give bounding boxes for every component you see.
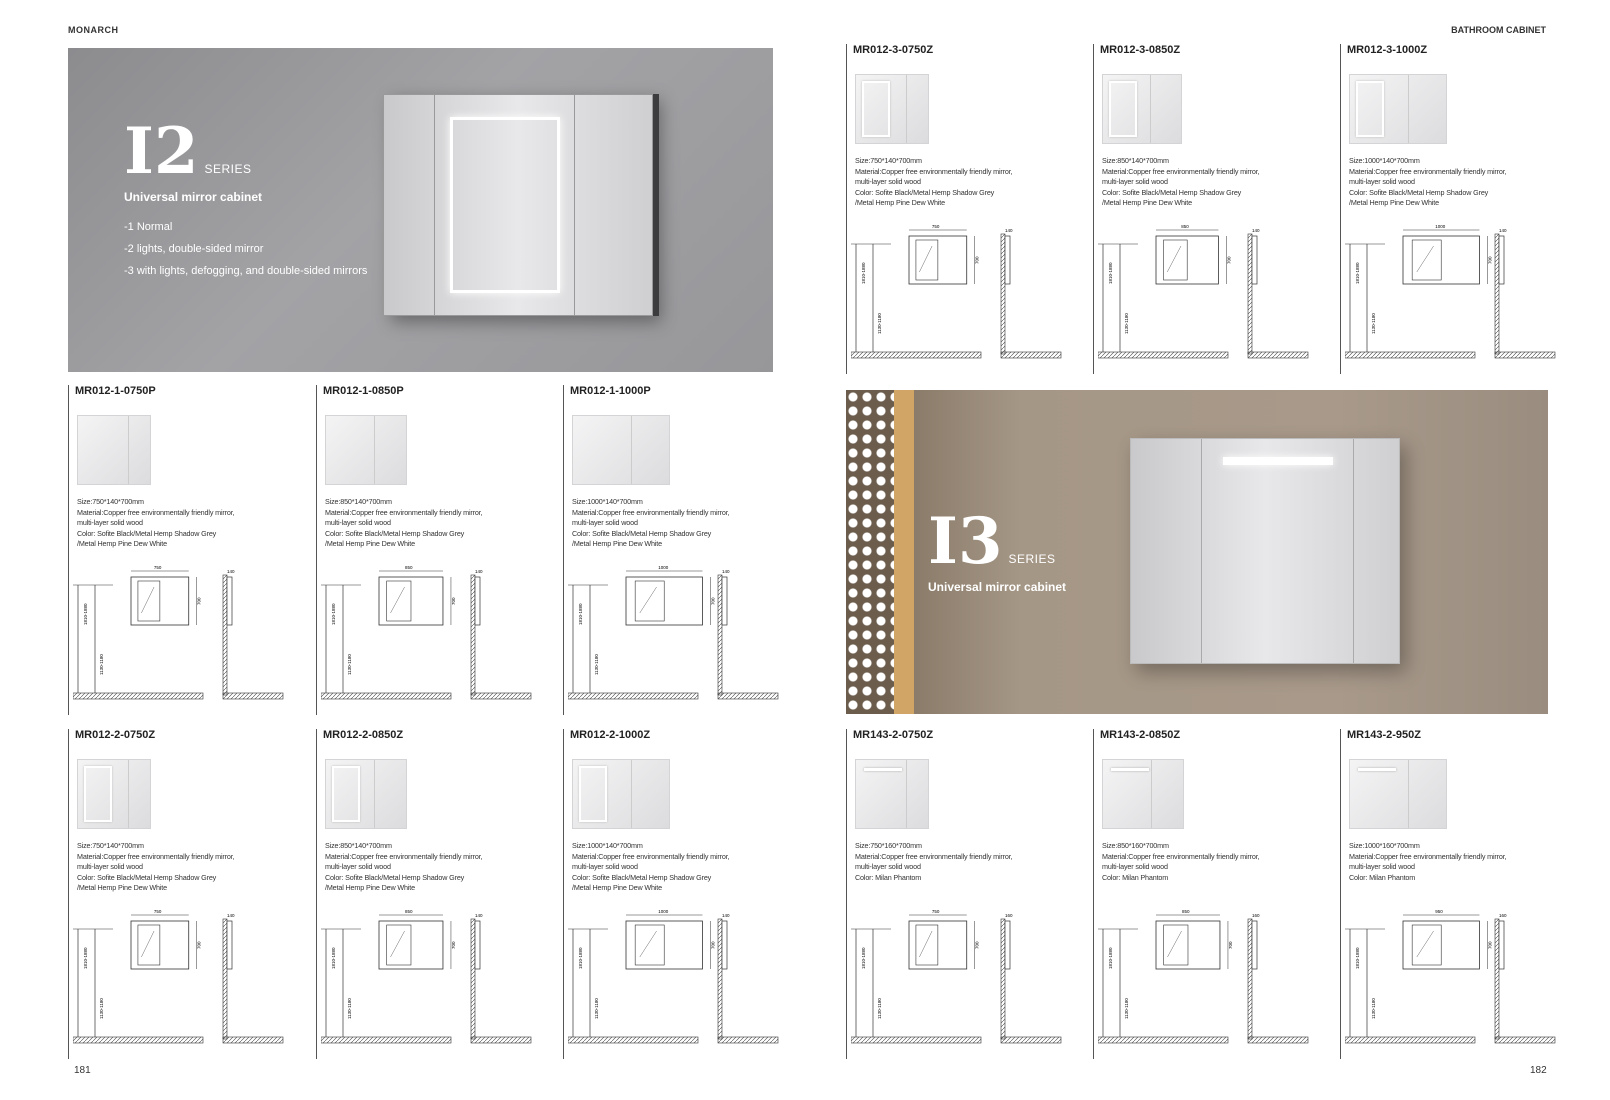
technical-drawing bbox=[851, 224, 1079, 374]
dimension-label: 850 bbox=[1181, 224, 1189, 229]
spec-line: multi-layer solid wood bbox=[325, 518, 391, 527]
spec-text bbox=[855, 156, 1085, 209]
dimension-label: 140 bbox=[227, 569, 235, 574]
dimension-label: 750 bbox=[931, 224, 940, 229]
product-card bbox=[1093, 44, 1331, 374]
spec-line: Material:Copper free environmentally friendly mirror, bbox=[855, 851, 1013, 861]
spec-text bbox=[1102, 841, 1332, 883]
spec-line: Material:Copper free environmentally friendly mirror, bbox=[1349, 166, 1507, 176]
cabinet-photo bbox=[1130, 438, 1400, 664]
dimension-label: 140 bbox=[227, 913, 235, 918]
dimension-label: 140 bbox=[722, 569, 730, 574]
hero-i2-banner bbox=[68, 48, 773, 372]
technical-drawing bbox=[568, 565, 796, 715]
product-card bbox=[1340, 44, 1578, 374]
product-thumbnail bbox=[1349, 74, 1447, 144]
spec-line: Color: Sofite Black/Metal Hemp Shadow Grey bbox=[855, 187, 995, 197]
feature-item: -3 with lights, defogging, and double-sided mirrors bbox=[124, 265, 368, 277]
dimension-label: 1810-1880 bbox=[1108, 947, 1113, 969]
dimension-label: 1810-1880 bbox=[1108, 262, 1113, 284]
spec-line: Color: Milan Phantom bbox=[1349, 872, 1416, 882]
spec-line: /Metal Hemp Pine Dew White bbox=[325, 539, 415, 548]
decorative-lights bbox=[846, 390, 894, 714]
spec-line: /Metal Hemp Pine Dew White bbox=[1102, 198, 1192, 207]
feature-item: -1 Normal bbox=[124, 221, 173, 233]
dimension-label: 1130-1180 bbox=[877, 998, 882, 1019]
dimension-label: 1130-1180 bbox=[347, 654, 352, 675]
product-card bbox=[563, 385, 801, 715]
product-thumbnail bbox=[325, 759, 407, 829]
dimension-label: 1810-1880 bbox=[578, 947, 583, 969]
dimension-label: 700 bbox=[710, 941, 716, 949]
dimension-label: 700 bbox=[710, 597, 716, 605]
dimension-label: 700 bbox=[450, 597, 456, 605]
spec-line: Color: Sofite Black/Metal Hemp Shadow Grey bbox=[325, 528, 465, 538]
hero-subtitle: Universal mirror cabinet bbox=[124, 190, 263, 204]
model-code: MR143-2-0750Z bbox=[853, 729, 934, 741]
dimension-label: 1130-1180 bbox=[347, 998, 352, 1019]
spec-text bbox=[855, 841, 1085, 883]
dimension-label: 750 bbox=[153, 565, 162, 570]
spec-line: Material:Copper free environmentally friendly mirror, bbox=[572, 507, 730, 517]
product-card bbox=[316, 385, 554, 715]
cabinet-photo bbox=[383, 94, 653, 316]
dimension-label: 1130-1180 bbox=[594, 998, 599, 1019]
spec-line: /Metal Hemp Pine Dew White bbox=[572, 539, 662, 548]
wall-section bbox=[1248, 234, 1252, 354]
spec-line: /Metal Hemp Pine Dew White bbox=[325, 883, 415, 892]
spec-line: multi-layer solid wood bbox=[855, 862, 921, 871]
spec-line: Color: Sofite Black/Metal Hemp Shadow Grey bbox=[572, 872, 712, 882]
dimension-label: 140 bbox=[1252, 228, 1260, 233]
dimension-label: 1130-1180 bbox=[1371, 998, 1376, 1019]
spec-line: /Metal Hemp Pine Dew White bbox=[572, 883, 662, 892]
model-code: MR012-1-0850P bbox=[323, 385, 404, 397]
product-thumbnail bbox=[1102, 74, 1182, 144]
technical-drawing bbox=[321, 909, 549, 1059]
technical-drawing bbox=[1345, 909, 1573, 1059]
spec-line: Size:750*140*700mm bbox=[77, 497, 144, 506]
spec-line: Color: Sofite Black/Metal Hemp Shadow Grey bbox=[77, 528, 217, 538]
technical-drawing bbox=[73, 909, 301, 1059]
dimension-label: 950 bbox=[1435, 909, 1443, 914]
dimension-label: 1000 bbox=[658, 565, 669, 570]
dimension-label: 1130-1180 bbox=[99, 998, 104, 1019]
wall-section bbox=[471, 919, 475, 1039]
dimension-label: 140 bbox=[1005, 228, 1013, 233]
product-card bbox=[68, 385, 306, 715]
spec-line: Color: Sofite Black/Metal Hemp Shadow Grey bbox=[77, 872, 217, 882]
dimension-label: 1810-1880 bbox=[861, 947, 866, 969]
dimension-label: 1810-1880 bbox=[1355, 947, 1360, 969]
spec-line: multi-layer solid wood bbox=[1349, 177, 1415, 186]
spec-line: Size:750*140*700mm bbox=[855, 156, 922, 165]
dimension-label: 1130-1180 bbox=[1124, 313, 1129, 334]
series-label: SERIES bbox=[204, 162, 252, 176]
spec-line: Color: Sofite Black/Metal Hemp Shadow Grey bbox=[572, 528, 712, 538]
spec-line: multi-layer solid wood bbox=[572, 518, 638, 527]
page-number-right: 182 bbox=[1530, 1065, 1547, 1076]
spec-line: Material:Copper free environmentally friendly mirror, bbox=[325, 507, 483, 517]
feature-list bbox=[124, 216, 367, 282]
spec-text bbox=[325, 841, 555, 894]
wall-section bbox=[1001, 234, 1005, 354]
model-code: MR143-2-950Z bbox=[1347, 729, 1421, 741]
dimension-label: 140 bbox=[475, 569, 483, 574]
series-number: I3 bbox=[928, 504, 1003, 579]
model-code: MR012-3-0850Z bbox=[1100, 44, 1181, 56]
product-thumbnail bbox=[1102, 759, 1184, 829]
spec-line: Size:1000*140*700mm bbox=[572, 497, 643, 506]
dimension-label: 700 bbox=[1487, 941, 1493, 949]
spec-line: multi-layer solid wood bbox=[1102, 177, 1168, 186]
dimension-label: 700 bbox=[450, 941, 456, 949]
wall-section bbox=[1495, 919, 1499, 1039]
spec-line: Size:850*140*700mm bbox=[325, 497, 392, 506]
dimension-label: 1130-1180 bbox=[1124, 998, 1129, 1019]
wall-section bbox=[1495, 234, 1499, 354]
spec-line: Color: Milan Phantom bbox=[1102, 872, 1169, 882]
dimension-label: 850 bbox=[1181, 909, 1190, 914]
dimension-label: 140 bbox=[722, 913, 730, 918]
dimension-label: 1130-1180 bbox=[1371, 313, 1376, 334]
product-card bbox=[846, 44, 1084, 374]
product-card bbox=[68, 729, 306, 1059]
feature-item: -2 lights, double-sided mirror bbox=[124, 243, 264, 255]
spec-line: multi-layer solid wood bbox=[855, 177, 921, 186]
wall-section bbox=[471, 575, 475, 695]
dimension-label: 700 bbox=[974, 256, 980, 264]
product-thumbnail bbox=[572, 759, 670, 829]
dimension-label: 160 bbox=[1005, 913, 1013, 918]
spec-line: Size:1000*140*700mm bbox=[572, 841, 643, 850]
dimension-label: 160 bbox=[1252, 913, 1260, 918]
spec-line: multi-layer solid wood bbox=[77, 518, 143, 527]
page-number-left: 181 bbox=[74, 1065, 91, 1076]
model-code: MR012-1-1000P bbox=[570, 385, 651, 397]
dimension-label: 1130-1180 bbox=[99, 654, 104, 675]
hero-subtitle: Universal mirror cabinet bbox=[928, 580, 1067, 594]
technical-drawing bbox=[1098, 224, 1326, 374]
model-code: MR012-3-0750Z bbox=[853, 44, 934, 56]
model-code: MR012-2-1000Z bbox=[570, 729, 651, 741]
dimension-label: 1810-1880 bbox=[578, 603, 583, 625]
product-thumbnail bbox=[855, 74, 929, 144]
dimension-label: 1810-1880 bbox=[83, 947, 88, 969]
wall-section bbox=[223, 919, 227, 1039]
dimension-label: 750 bbox=[153, 909, 162, 914]
dimension-label: 1000 bbox=[658, 909, 669, 914]
product-card bbox=[846, 729, 1084, 1059]
dimension-label: 700 bbox=[196, 941, 202, 949]
spec-line: Material:Copper free environmentally friendly mirror, bbox=[1102, 851, 1260, 861]
technical-drawing bbox=[321, 565, 549, 715]
spec-line: Color: Milan Phantom bbox=[855, 872, 922, 882]
section-title: BATHROOM CABINET bbox=[1451, 25, 1546, 35]
technical-drawing bbox=[1345, 224, 1573, 374]
dimension-label: 1810-1880 bbox=[861, 262, 866, 284]
technical-drawing bbox=[851, 909, 1079, 1059]
wall-section bbox=[1248, 919, 1252, 1039]
wall-section bbox=[718, 919, 722, 1039]
spec-line: Color: Sofite Black/Metal Hemp Shadow Grey bbox=[1102, 187, 1242, 197]
spec-text bbox=[1349, 156, 1579, 209]
spec-line: Material:Copper free environmentally friendly mirror, bbox=[77, 851, 235, 861]
spec-line: Size:750*160*700mm bbox=[855, 841, 922, 850]
spec-text bbox=[572, 497, 802, 550]
model-code: MR012-3-1000Z bbox=[1347, 44, 1428, 56]
dimension-label: 700 bbox=[196, 597, 202, 605]
spec-text bbox=[572, 841, 802, 894]
spec-line: Size:850*140*700mm bbox=[1102, 156, 1169, 165]
spec-line: Material:Copper free environmentally friendly mirror, bbox=[77, 507, 235, 517]
spec-line: multi-layer solid wood bbox=[1102, 862, 1168, 871]
spec-line: Material:Copper free environmentally friendly mirror, bbox=[1349, 851, 1507, 861]
product-card bbox=[563, 729, 801, 1059]
spec-text bbox=[77, 497, 307, 550]
dimension-label: 700 bbox=[1487, 256, 1493, 264]
product-thumbnail bbox=[77, 759, 151, 829]
product-thumbnail bbox=[572, 415, 670, 485]
spec-line: Size:750*140*700mm bbox=[77, 841, 144, 850]
technical-drawing bbox=[1098, 909, 1326, 1059]
spec-line: Color: Sofite Black/Metal Hemp Shadow Grey bbox=[325, 872, 465, 882]
model-code: MR143-2-0850Z bbox=[1100, 729, 1181, 741]
dimension-label: 850 bbox=[404, 909, 413, 914]
spec-line: Size:850*160*700mm bbox=[1102, 841, 1169, 850]
hero-i3-banner bbox=[846, 390, 1548, 714]
technical-drawing bbox=[568, 909, 796, 1059]
wall-section bbox=[718, 575, 722, 695]
spec-line: Material:Copper free environmentally friendly mirror, bbox=[1102, 166, 1260, 176]
dimension-label: 1130-1180 bbox=[877, 313, 882, 334]
spec-line: Material:Copper free environmentally friendly mirror, bbox=[572, 851, 730, 861]
brand-name: MONARCH bbox=[68, 25, 119, 35]
product-card bbox=[1093, 729, 1331, 1059]
spec-line: /Metal Hemp Pine Dew White bbox=[77, 883, 167, 892]
wall-section bbox=[223, 575, 227, 695]
spec-line: Size:1000*140*700mm bbox=[1349, 156, 1420, 165]
dimension-label: 1810-1880 bbox=[83, 603, 88, 625]
spec-line: /Metal Hemp Pine Dew White bbox=[1349, 198, 1439, 207]
spec-text bbox=[325, 497, 555, 550]
dimension-label: 1810-1880 bbox=[1355, 262, 1360, 284]
model-code: MR012-2-0850Z bbox=[323, 729, 404, 741]
dimension-label: 1130-1180 bbox=[594, 654, 599, 675]
dimension-label: 1810-1880 bbox=[331, 603, 336, 625]
spec-text bbox=[1349, 841, 1579, 883]
dimension-label: 700 bbox=[1226, 256, 1232, 264]
wall-section bbox=[1001, 919, 1005, 1039]
spec-line: multi-layer solid wood bbox=[1349, 862, 1415, 871]
spec-line: /Metal Hemp Pine Dew White bbox=[77, 539, 167, 548]
spec-line: Material:Copper free environmentally friendly mirror, bbox=[325, 851, 483, 861]
product-thumbnail bbox=[1349, 759, 1447, 829]
technical-drawing bbox=[73, 565, 301, 715]
series-number: I2 bbox=[124, 114, 199, 189]
spec-line: Size:1000*160*700mm bbox=[1349, 841, 1420, 850]
model-code: MR012-2-0750Z bbox=[75, 729, 156, 741]
dimension-label: 850 bbox=[404, 565, 413, 570]
product-thumbnail bbox=[77, 415, 151, 485]
dimension-label: 750 bbox=[931, 909, 940, 914]
spec-line: multi-layer solid wood bbox=[325, 862, 391, 871]
spec-text bbox=[77, 841, 307, 894]
spec-line: Material:Copper free environmentally friendly mirror, bbox=[855, 166, 1013, 176]
spec-line: multi-layer solid wood bbox=[572, 862, 638, 871]
spec-line: /Metal Hemp Pine Dew White bbox=[855, 198, 945, 207]
series-label: SERIES bbox=[1008, 552, 1056, 566]
dimension-label: 700 bbox=[974, 941, 980, 949]
product-thumbnail bbox=[855, 759, 929, 829]
dimension-label: 140 bbox=[475, 913, 483, 918]
dimension-label: 700 bbox=[1227, 941, 1233, 949]
dimension-label: 1000 bbox=[1435, 224, 1446, 229]
product-thumbnail bbox=[325, 415, 407, 485]
product-card bbox=[1340, 729, 1578, 1059]
dimension-label: 140 bbox=[1499, 228, 1507, 233]
spec-line: Size:850*140*700mm bbox=[325, 841, 392, 850]
spec-line: Color: Sofite Black/Metal Hemp Shadow Grey bbox=[1349, 187, 1489, 197]
spec-text bbox=[1102, 156, 1332, 209]
dimension-label: 160 bbox=[1499, 913, 1507, 918]
model-code: MR012-1-0750P bbox=[75, 385, 156, 397]
dimension-label: 1810-1880 bbox=[331, 947, 336, 969]
spec-line: multi-layer solid wood bbox=[77, 862, 143, 871]
product-card bbox=[316, 729, 554, 1059]
